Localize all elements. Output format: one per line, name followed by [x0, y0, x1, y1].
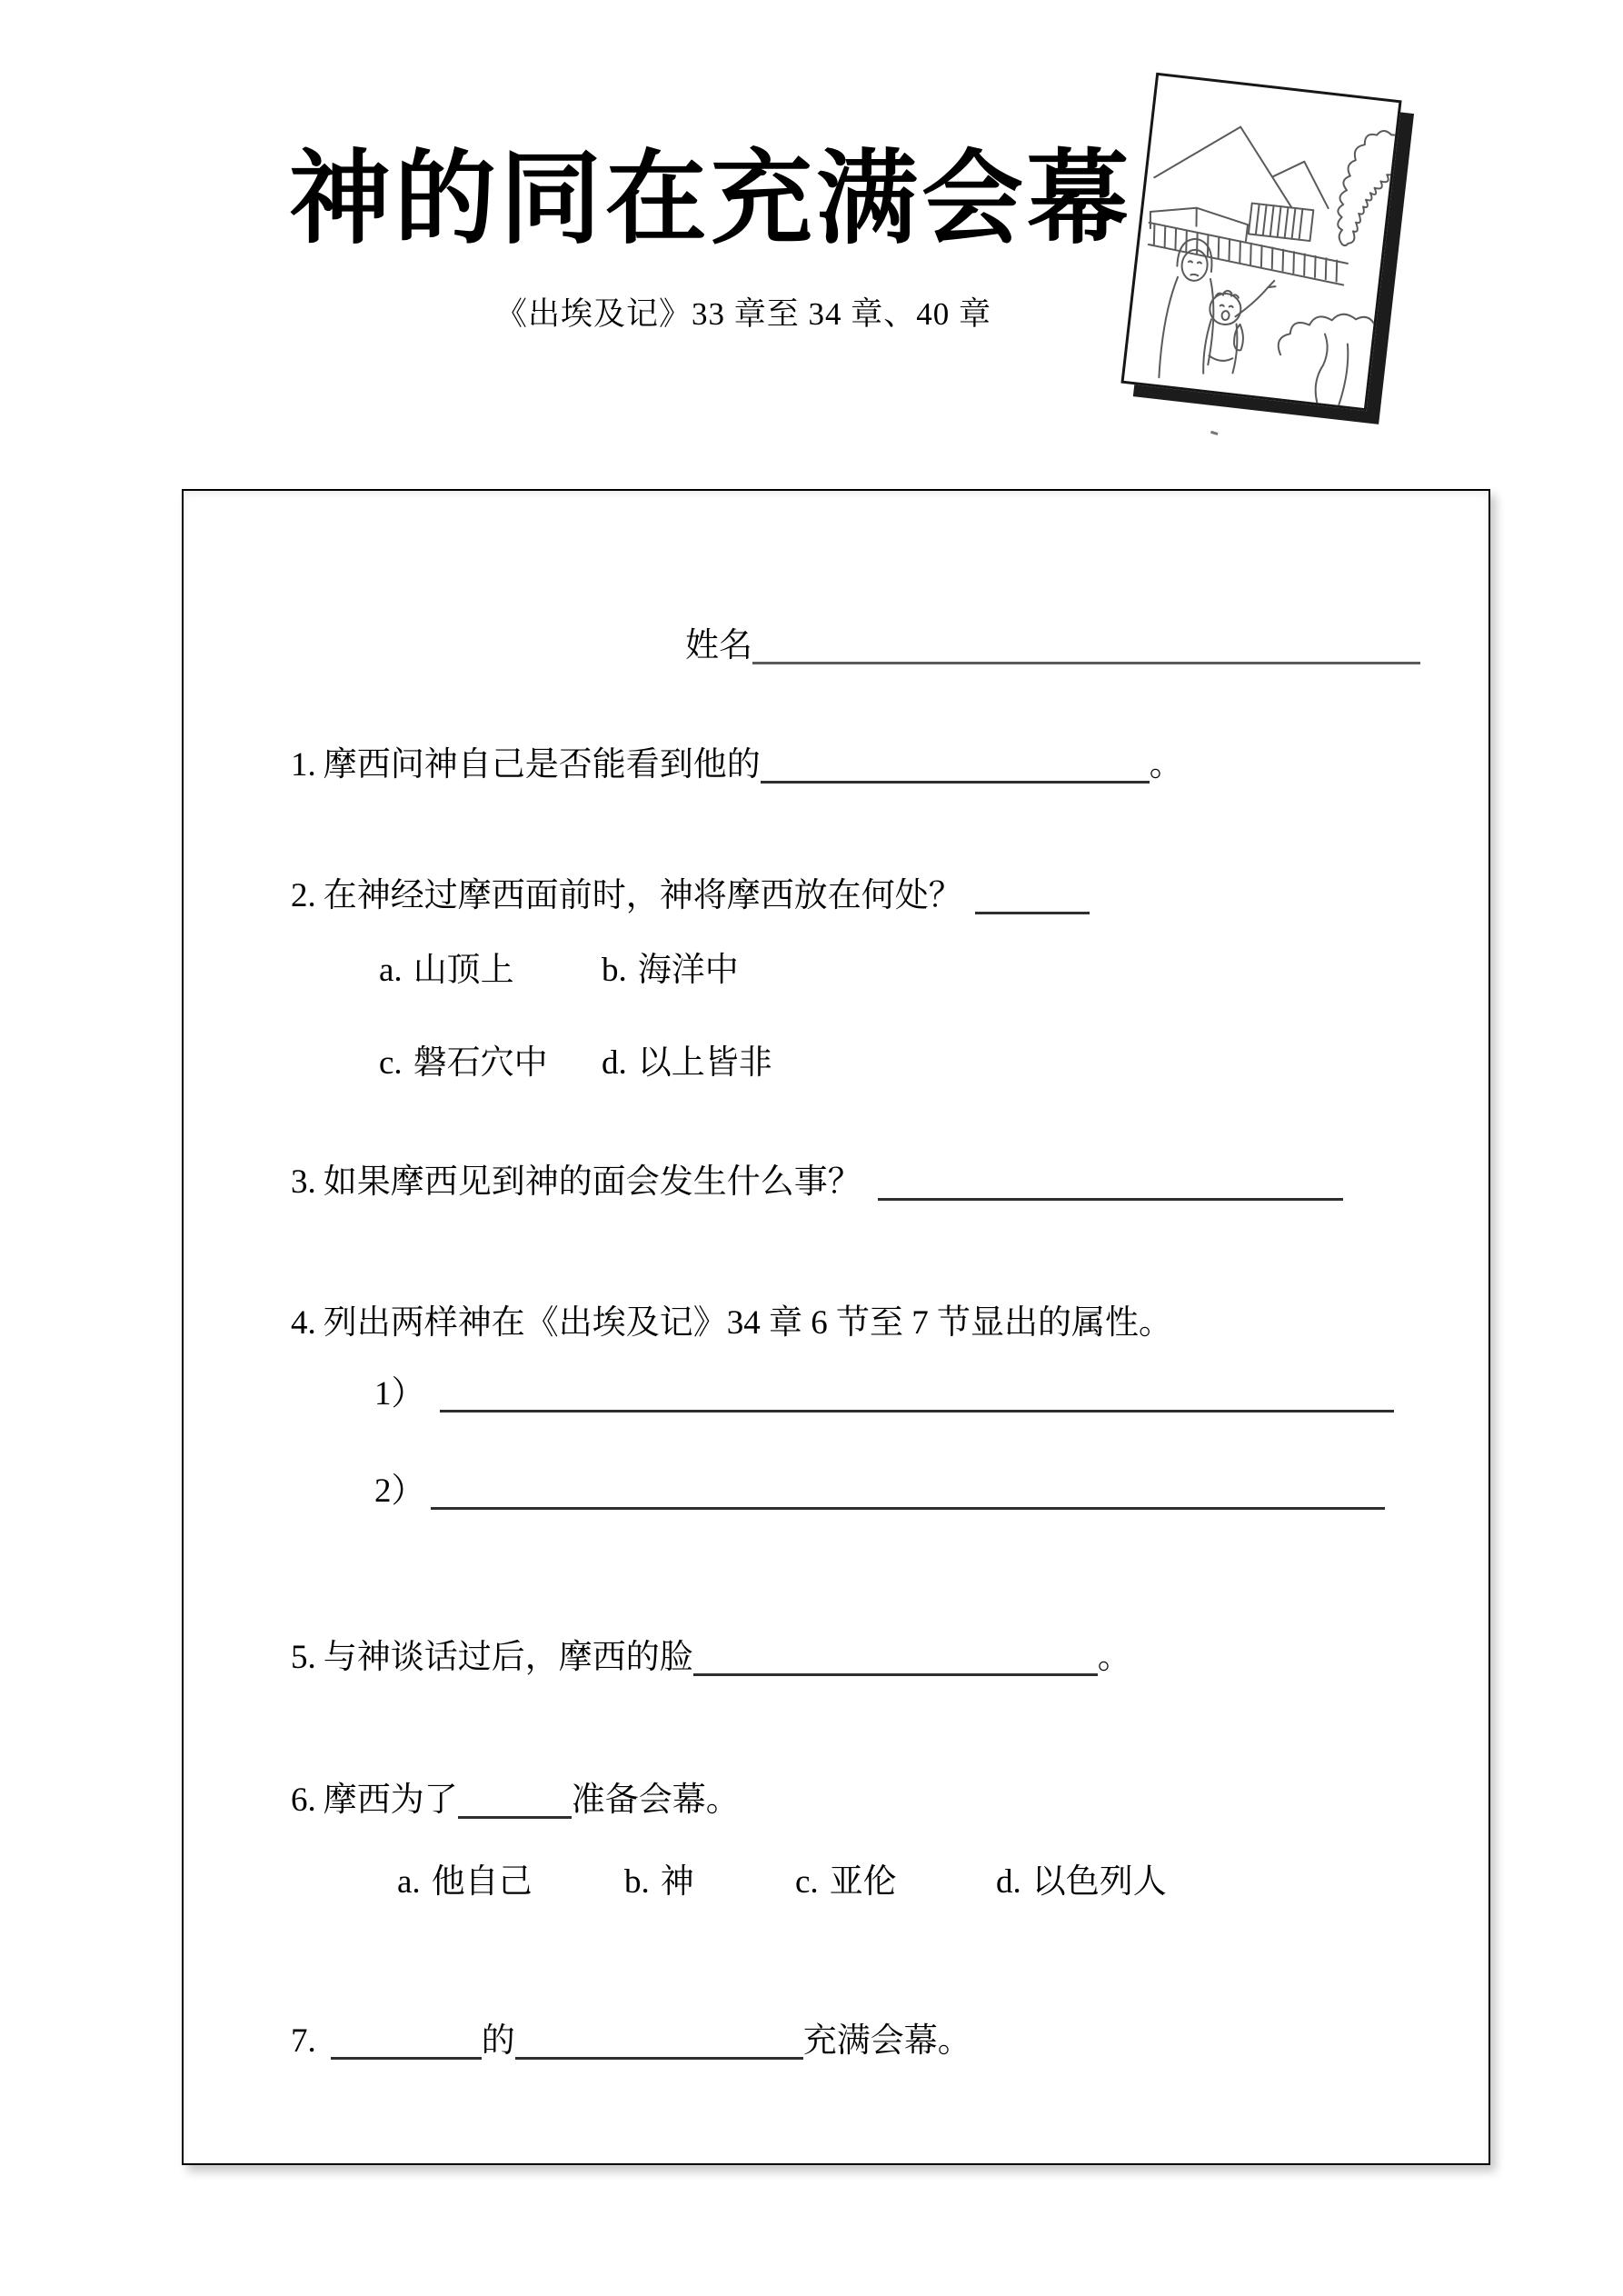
option-b-label: 海洋中	[637, 952, 739, 989]
option-c-key: c.	[795, 1863, 819, 1901]
name-line	[685, 623, 1420, 670]
question-6-number: 6.	[291, 1782, 316, 1819]
question-6-text-before: 摩西为了	[323, 1782, 458, 1819]
option-c-label: 磐石穴中	[413, 1044, 548, 1082]
option-a	[379, 947, 602, 994]
smoke-pillar	[1334, 126, 1399, 250]
figure-child-mouth	[1221, 311, 1230, 321]
figure-child-body	[1202, 319, 1240, 377]
question-4-item-1-label: 1）	[374, 1375, 425, 1413]
option-c	[379, 1040, 602, 1087]
option-c	[795, 1859, 996, 1906]
figure-child-arm-raised	[1235, 277, 1276, 321]
question-5-number: 5.	[291, 1639, 316, 1676]
question-5	[291, 1634, 1131, 1682]
tabernacle-tent	[1150, 203, 1250, 225]
question-4-item-2-label: 2）	[374, 1472, 425, 1510]
question-4-item-1	[374, 1371, 1394, 1418]
question-7-mid: 的	[481, 2022, 515, 2060]
option-a-label: 他自己	[431, 1863, 533, 1901]
option-b-label: 神	[660, 1863, 694, 1901]
option-a	[397, 1859, 624, 1906]
option-c-key: c.	[379, 1044, 403, 1082]
question-2-number: 2.	[291, 877, 316, 914]
question-3	[291, 1159, 1343, 1206]
name-blank	[752, 653, 1420, 664]
question-2-text: 在神经过摩西面前时，神将摩西放在何处？	[323, 877, 962, 914]
question-1	[291, 742, 1183, 789]
question-3-number: 3.	[291, 1163, 316, 1201]
question-4-text: 列出两样神在《出埃及记》34 章 6 节至 7 节显出的属性。	[323, 1304, 1172, 1342]
mountain-outline	[1152, 118, 1299, 208]
tabernacle-structure-boards	[1256, 204, 1303, 239]
stray-mark	[1210, 426, 1220, 435]
question-7	[291, 2018, 971, 2065]
page-subtitle: 《出埃及记》33 章至 34 章、40 章	[495, 296, 992, 332]
question-6	[291, 1777, 740, 1824]
question-6-text-after: 准备会幕。	[571, 1782, 740, 1819]
question-4	[291, 1300, 1172, 1347]
worksheet-box	[182, 489, 1490, 2165]
tabernacle-illustration	[1124, 75, 1399, 408]
option-d-label: 以色列人	[1031, 1863, 1167, 1901]
option-b-key: b.	[602, 952, 627, 989]
option-d-key: d.	[602, 1044, 627, 1082]
figure-child-object	[1233, 324, 1245, 350]
question-1-blank	[761, 772, 1150, 784]
question-4-item-2-blank	[431, 1498, 1385, 1510]
option-a-label: 山顶上	[413, 952, 514, 989]
question-1-end: 。	[1149, 746, 1183, 784]
option-d	[996, 1859, 1167, 1906]
option-a-key: a.	[397, 1863, 421, 1901]
question-7-blank-1	[331, 2048, 482, 2060]
question-5-text: 与神谈话过后，摩西的脸	[323, 1639, 693, 1676]
question-1-text: 摩西问神自己是否能看到他的	[323, 746, 761, 784]
question-4-item-2	[374, 1468, 1385, 1515]
page-title: 神的同在充满会幕	[289, 144, 1132, 256]
question-7-blank-2	[515, 2048, 803, 2060]
question-2-options-row-2	[379, 1040, 772, 1087]
option-a-key: a.	[379, 952, 403, 989]
question-3-blank	[878, 1189, 1343, 1201]
question-1-number: 1.	[291, 746, 316, 784]
question-2-blank	[975, 903, 1090, 914]
question-3-text: 如果摩西见到神的面会发生什么事？	[323, 1163, 861, 1201]
option-d-key: d.	[996, 1863, 1021, 1901]
question-6-blank	[458, 1807, 572, 1819]
question-4-item-1-blank	[440, 1401, 1394, 1413]
option-b	[624, 1859, 795, 1906]
cloud-inner	[1314, 334, 1351, 405]
tabernacle-illustration-frame	[1120, 73, 1401, 412]
option-c-label: 亚伦	[829, 1863, 897, 1901]
option-b-key: b.	[624, 1863, 650, 1901]
name-label: 姓名	[685, 627, 752, 664]
question-5-blank	[693, 1664, 1098, 1676]
mountain-ridge	[1270, 158, 1333, 208]
option-d-label: 以上皆非	[637, 1044, 772, 1082]
option-d	[602, 1040, 772, 1087]
question-7-end: 充满会幕。	[802, 2022, 971, 2060]
question-2	[291, 873, 1090, 920]
question-7-number: 7.	[291, 2022, 316, 2060]
question-5-end: 。	[1097, 1639, 1131, 1676]
figure-adult-face	[1187, 261, 1201, 275]
option-b	[602, 947, 739, 994]
figure-child-face	[1220, 304, 1233, 307]
question-4-number: 4.	[291, 1304, 316, 1342]
question-2-options-row-1	[379, 947, 739, 994]
question-6-options	[397, 1859, 1167, 1906]
